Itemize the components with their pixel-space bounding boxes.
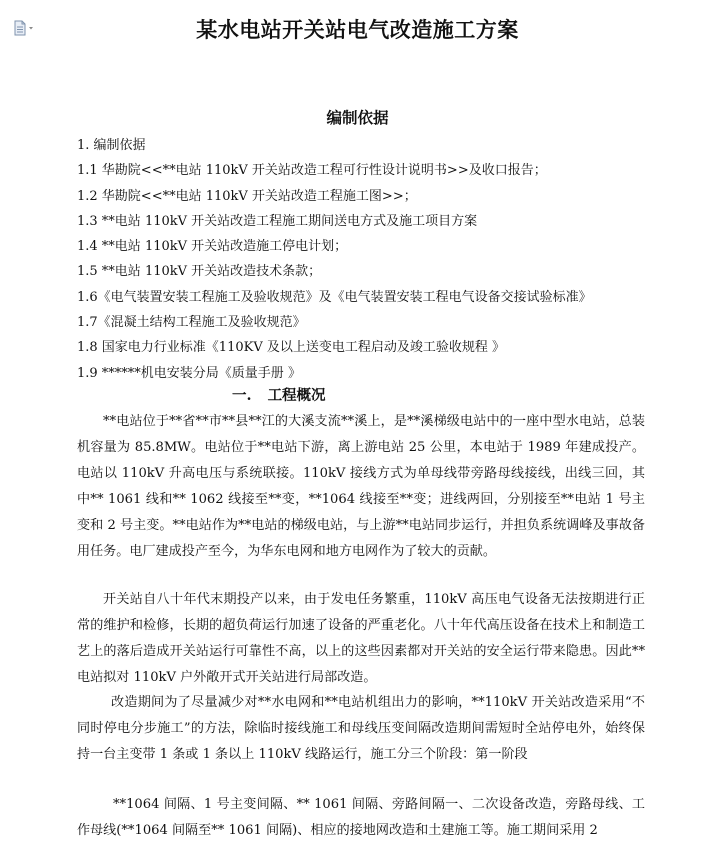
list-item: 1.5 **电站 110kV 开关站改造技术条款； <box>77 264 322 280</box>
section-number: 一. <box>232 387 252 404</box>
list-item: 1.6《电气装置安装工程施工及验收规范》及《电气装置安装工程电气设备交接试验标准》 <box>77 289 592 305</box>
list-item: 1. 编制依据 <box>77 138 146 153</box>
list-item: 1.1 华勘院<<**电站 110kV 开关站改造工程可行性设计说明书>>及收口报告； <box>77 163 547 179</box>
section-heading <box>232 384 326 405</box>
basis-heading: 编制依据 <box>326 108 389 127</box>
paragraph: **1064 间隔、1 号主变间隔、** 1061 间隔、旁路间隔一、二次设备改造，旁路母线、工作母线(**1064 间隔至** 1061 间隔)、相应的接地网改造和土建施工等。施工期间采用 2 <box>77 797 645 838</box>
list-item: 1.7《混凝土结构工程施工及验收规范》 <box>77 315 306 331</box>
list-item: 1.9 ******机电安装分局《质量手册 》 <box>77 365 301 381</box>
list-item: 1.3 **电站 110kV 开关站改造工程施工期间送电方式及施工项目方案 <box>77 213 478 229</box>
list-item: 1.2 华勘院<<**电站 110kV 开关站改造工程施工图>>； <box>77 188 417 204</box>
section-title-text: 工程概况 <box>267 387 326 404</box>
list-item: 1.8 国家电力行业标准《110KV 及以上送变电工程启动及竣工验收规程 》 <box>77 340 505 356</box>
paragraph: **电站位于**省**市**县**江的大溪支流**溪上，是**溪梯级电站中的一座中型水电站，总装机容量为 85.8MW。电站位于**电站下游，离上游电站 25 公里，本电站于 1989 年建成投产。电站以 110kV 升高电压与系统联接。110kV 接线方式为单母线带旁路母线接线，出线三回，其中** 1061 线和** 1062 线接至**变，**1064 线接至**变；进线两回，分别接至**电站 1 号主变和 2 号主变。**电站作为**电站的梯级电站，与上游**电站同步运行，并担负系统调峰及事故备用任务。电厂建成投产至今，为华东电网和地方电网作为了较大的贡献。 <box>77 414 645 559</box>
document-title: 某水电站开关站电气改造施工方案 <box>196 17 519 42</box>
basis-list <box>77 133 697 386</box>
paragraph: 改造期间为了尽量减少对**水电网和**电站机组出力的影响，**110kV 开关站改造采用“不同时停电分步施工”的方法，除临时接线施工和母线压变间隔改造期间需短时全站停电外，始终保持一台主变带 1 条或 1 条以上 110kV 线路运行，施工分三个阶段：第一阶段 <box>77 695 645 762</box>
paragraph: 开关站自八十年代末期投产以来，由于发电任务繁重，110kV 高压电气设备无法按期进行正常的维护和检修，长期的超负荷运行加速了设备的严重老化。八十年代高压设备在技术上和制造工艺上的落后造成开关站运行可靠性不高，以上的这些因素都对开关站的安全运行带来隐患。因此**电站拟对 110kV 户外敞开式开关站进行局部改造。 <box>77 592 645 685</box>
list-item: 1.4 **电站 110kV 开关站改造施工停电计划； <box>77 239 348 255</box>
